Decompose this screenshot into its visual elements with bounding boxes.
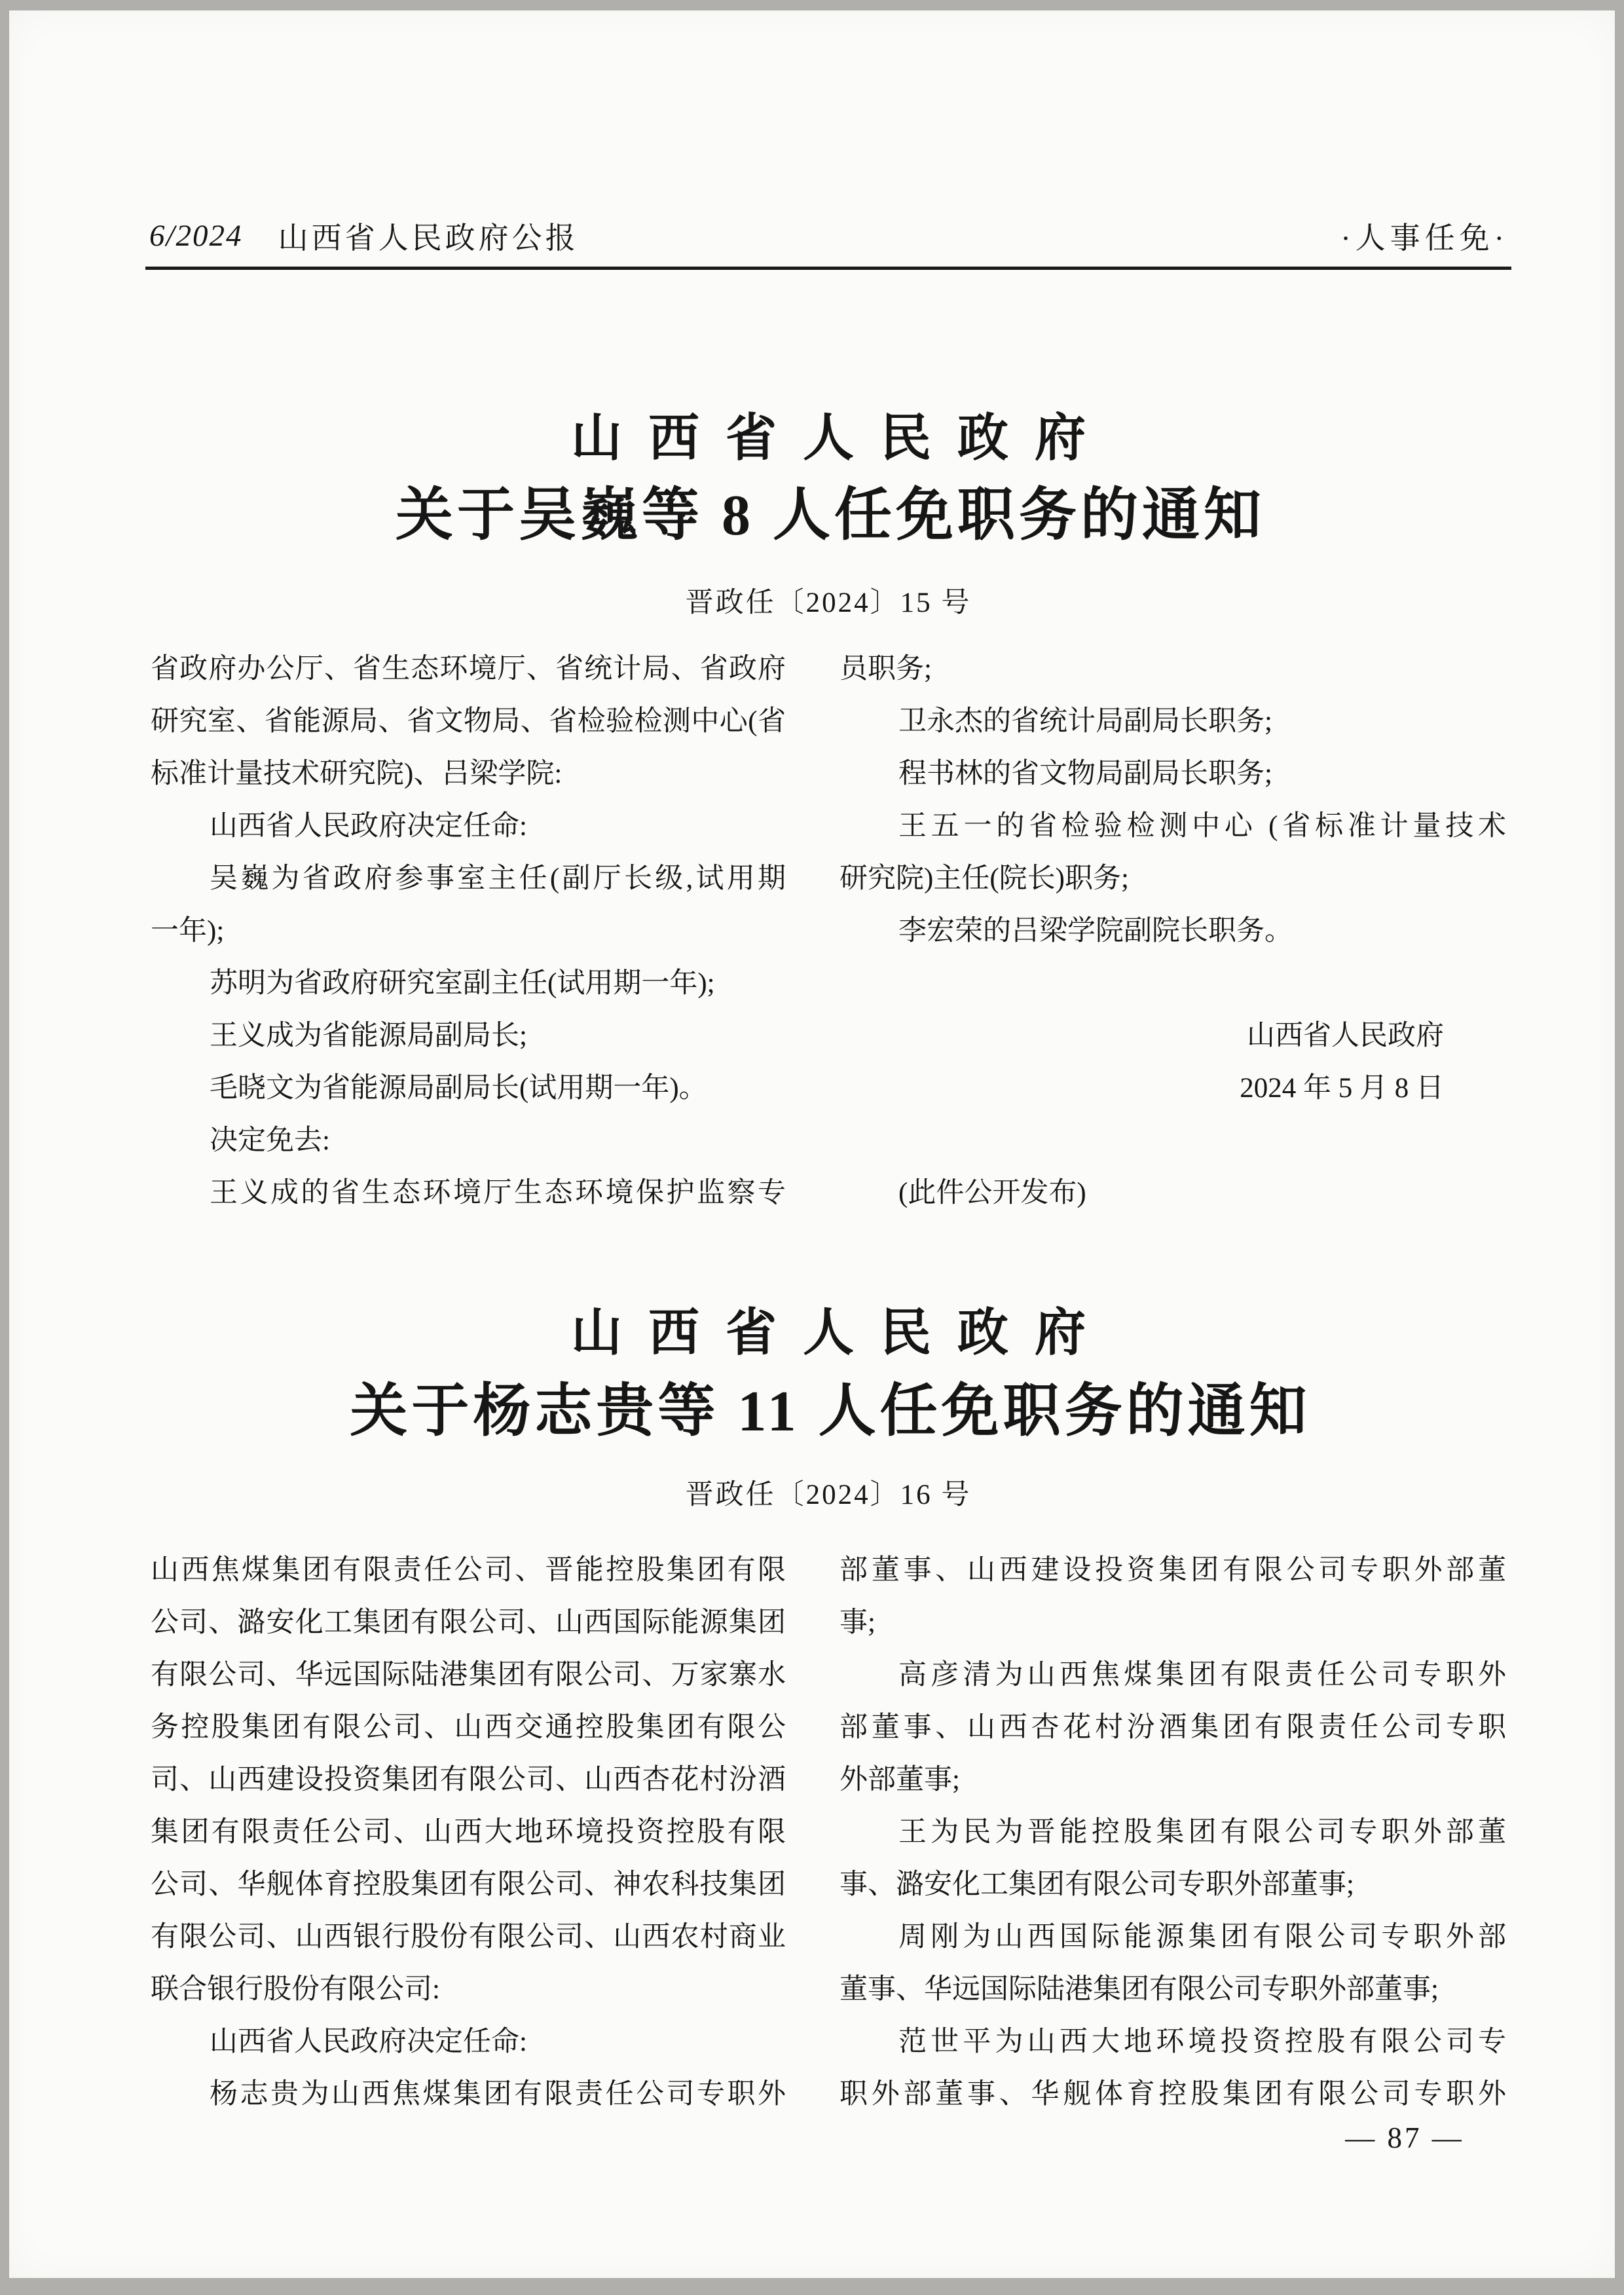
text-line: 决定免去:	[210, 1125, 330, 1156]
text-line: 标准计量技术研究院)、吕梁学院:	[151, 758, 563, 789]
text-line: 董事、华远国际陆港集团有限公司专职外部董事;	[840, 1974, 1439, 2005]
text-line: 山西省人民政府决定任命:	[210, 811, 527, 842]
text-line: 务控股集团有限公司、山西交通控股集团有限公	[151, 1712, 786, 1743]
notice-2-doc-number: 晋政任〔2024〕16 号	[685, 1480, 972, 1510]
text-line: 省政府办公厅、省生态环境厅、省统计局、省政府	[151, 654, 786, 684]
header-rule	[145, 267, 1511, 270]
text-line: 卫永杰的省统计局副局长职务;	[898, 706, 1272, 737]
section-label: ·人事任免·	[1340, 221, 1509, 255]
text-line: 山西焦煤集团有限责任公司、晋能控股集团有限	[151, 1555, 786, 1586]
text-line: 部董事、山西杏花村汾酒集团有限责任公司专职	[840, 1712, 1506, 1743]
text-line: 司、山西建设投资集团有限公司、山西杏花村汾酒	[151, 1764, 786, 1795]
gazette-title: 山西省人民政府公报	[278, 221, 579, 255]
text-line: 王义成为省能源局副局长;	[210, 1020, 527, 1051]
text-line: 有限公司、华远国际陆港集团有限公司、万家寨水	[151, 1660, 786, 1690]
text-line: 外部董事;	[840, 1764, 960, 1795]
page-header	[149, 216, 1509, 255]
text-line: 高彦清为山西焦煤集团有限责任公司专职外	[898, 1660, 1506, 1690]
text-line: 程书林的省文物局副局长职务;	[898, 758, 1272, 789]
text-line: 一年);	[151, 916, 225, 946]
text-line: 公司、华舰体育控股集团有限公司、神农科技集团	[151, 1869, 786, 1900]
notice-1-doc-number: 晋政任〔2024〕15 号	[685, 588, 972, 618]
text-line: 山西省人民政府决定任命:	[210, 2026, 527, 2057]
notice-2-title-subject: 关于杨志贵等 11 人任免职务的通知	[350, 1380, 1311, 1444]
text-line: 事、潞安化工集团有限公司专职外部董事;	[840, 1869, 1354, 1900]
notice-2-left-column	[151, 1544, 786, 2121]
text-line: 研究院)主任(院长)职务;	[840, 863, 1129, 894]
notice-1-left-column	[151, 643, 786, 1220]
text-line: 部董事、山西建设投资集团有限公司专职外部董	[840, 1555, 1506, 1586]
text-line: 吴巍为省政府参事室主任(副厅长级,试用期	[210, 863, 786, 894]
text-line	[840, 1115, 1506, 1167]
page-number: — 87 —	[1345, 2121, 1464, 2154]
text-line: 有限公司、山西银行股份有限公司、山西农村商业	[151, 1922, 786, 1952]
text-line: 范世平为山西大地环境投资控股有限公司专	[898, 2026, 1506, 2057]
text-line: 研究室、省能源局、省文物局、省检验检测中心(省	[151, 706, 786, 737]
text-line: 苏明为省政府研究室副主任(试用期一年);	[210, 968, 715, 999]
notice-1-title-issuer: 山西省人民政府	[570, 409, 1112, 466]
notice-1-title-subject: 关于吴巍等 8 人任免职务的通知	[395, 484, 1265, 548]
notice-2-right-column	[840, 1544, 1506, 2121]
text-line: 山西省人民政府	[1247, 1020, 1444, 1051]
text-line: 王五一的省检验检测中心 (省标准计量技术	[898, 811, 1506, 842]
notice-1-right-column	[840, 643, 1506, 1220]
text-line: 李宏荣的吕梁学院副院长职务。	[898, 916, 1293, 946]
text-line: 员职务;	[840, 654, 932, 684]
text-line: 毛晓文为省能源局副局长(试用期一年)。	[210, 1073, 707, 1104]
text-line: 公司、潞安化工集团有限公司、山西国际能源集团	[151, 1607, 786, 1638]
text-line: 联合银行股份有限公司:	[151, 1974, 440, 2005]
text-line: (此件公开发布)	[898, 1178, 1086, 1208]
text-line: 杨志贵为山西焦煤集团有限责任公司专职外	[210, 2079, 786, 2110]
text-line: 王为民为晋能控股集团有限公司专职外部董	[898, 1817, 1506, 1848]
text-line: 事;	[840, 1607, 876, 1638]
text-line: 职外部董事、华舰体育控股集团有限公司专职外	[840, 2079, 1506, 2110]
text-line: 王义成的省生态环境厅生态环境保护监察专	[210, 1178, 786, 1208]
text-line: 集团有限责任公司、山西大地环境投资控股有限	[151, 1817, 786, 1848]
notice-2-title-issuer: 山西省人民政府	[570, 1304, 1112, 1361]
text-line: 周刚为山西国际能源集团有限公司专职外部	[898, 1922, 1506, 1952]
text-line: 2024 年 5 月 8 日	[1240, 1073, 1444, 1104]
text-line	[840, 958, 1506, 1010]
gazette-issue-number: 6/2024	[149, 219, 243, 253]
